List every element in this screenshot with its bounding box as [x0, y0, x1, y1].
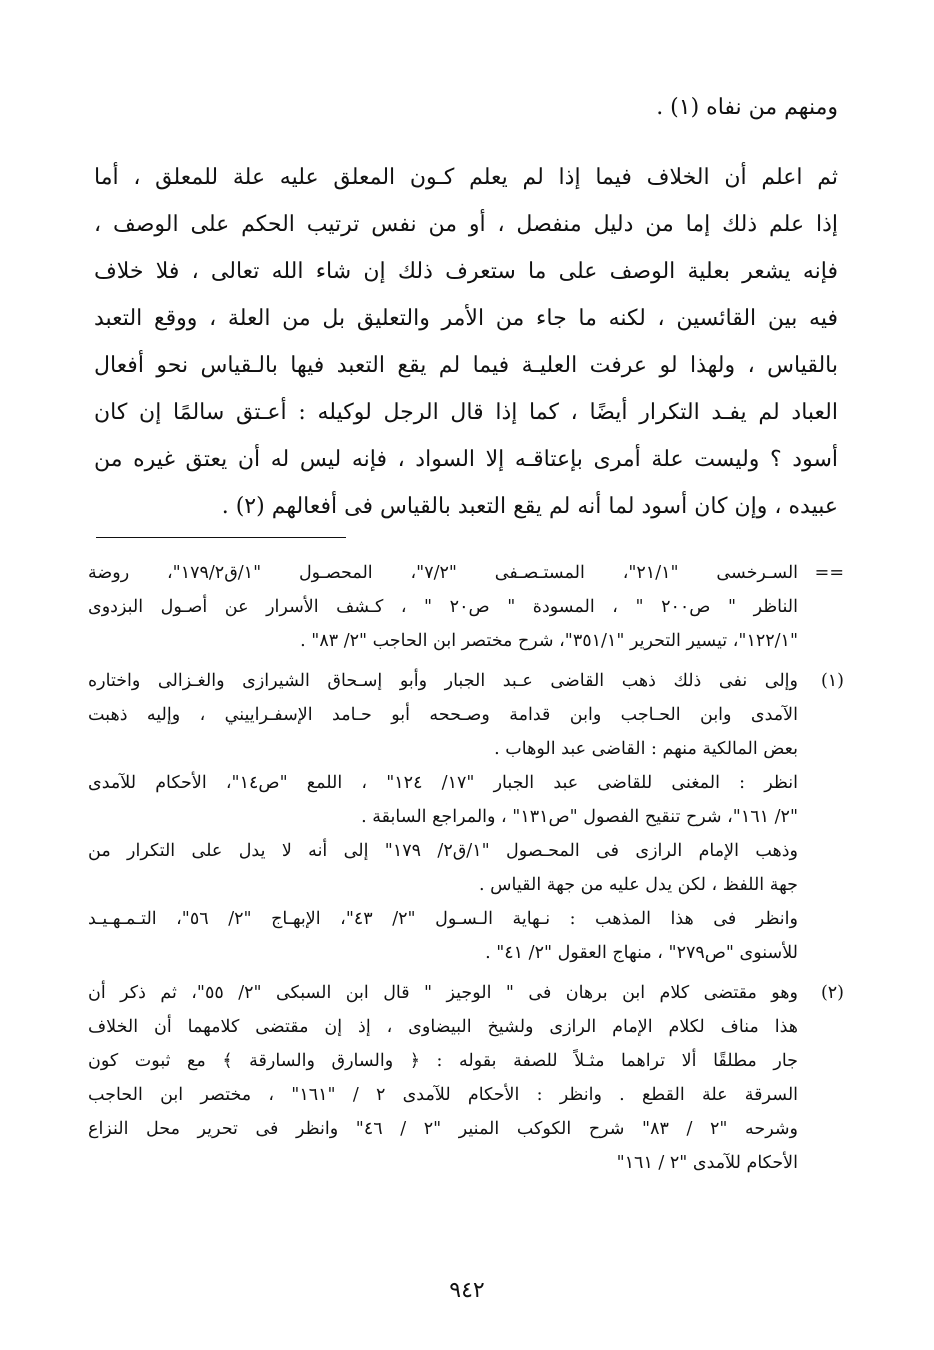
- footnote-line: الآمدى وابن الحـاجب وابن قدامة وصـححه أبو حـامد الإسفـراييني ، وإليه ذهبت: [88, 705, 798, 725]
- footnote-marker: (٢): [820, 983, 844, 1003]
- footnote-1: [88, 664, 844, 970]
- footnote-line: "١٢٢/١"، تيسير التحرير "٣٥١/١"، شرح مختصر ابن الحاجب "٢/ ٨٣" .: [300, 631, 798, 651]
- footnote-line: وانظر فى هذا المذهب : نـهاية الـسـول "٢/ ٤٣"، الإبهـاج "٢/ ٥٦"، التـمـهـيـد: [88, 909, 798, 929]
- footnote-line: وذهب الإمام الرازى فى المحـصول "١/ق٢/ ١٧٩" إلى أنه لا يدل على التكرار من: [88, 841, 798, 861]
- footnote-line: السـرخسى "٢١/١"، المستـصـفى "٧/٢"، المحصـول "١/ق١٧٩/٢"، روضة: [88, 563, 798, 583]
- footnotes: [88, 556, 844, 1186]
- footnote-continued: [88, 556, 844, 658]
- main-text-line: فيه بين القائسين ، لكنه ما جاء من الأمر والتعليق بل من العلة ، ووقع التعبد: [94, 306, 838, 331]
- main-text-line: العباد لم يفـد التكرار أيضًا ، كما إذا قال الرجل لوكيله : أعـتق سالمًا إن كان: [94, 400, 838, 425]
- footnote-line: وهو مقتضى كلام ابن برهان فى " الوجيز " قال ابن السبكى "٢/ ٥٥"، ثم ذكر أن: [88, 983, 798, 1003]
- main-text-line: إذا علم ذلك إما من دليل منفصل ، أو من نفس ترتيب الحكم على الوصف ،: [94, 212, 838, 237]
- main-text-line: أسود ؟ وليست علة أمرى بإعتاقـه إلا السواد ، فإنه ليس له أن يعتق غيره من: [94, 447, 838, 472]
- footnote-line: "٢/ ١٦١"، شرح تنقيح الفصول "ص١٣١" ، والمراجع السابقة .: [361, 807, 798, 827]
- main-text-line: عبيده ، وإن كان أسود لما أنه لم يقع التعبد بالقياس فى أفعالهم (٢) .: [221, 494, 838, 519]
- footnote-line: جار مطلقًا ألا تراهما مثـلاً للصفة بقوله : ﴿ والسارق والسارقة ﴾ مع ثبوت كون: [88, 1051, 798, 1071]
- footnote-line: السرقة علة القطع . وانظر : الأحكام للآمدى ٢ / "١٦١" ، مختصر ابن الحاجب: [88, 1085, 798, 1105]
- footnote-line: بعض المالكية منهم : القاضى عبد الوهاب .: [494, 739, 798, 759]
- footnote-2: [88, 976, 844, 1180]
- footnote-line: الناظر " ص٢٠٠ " ، المسودة " ص٢٠ " ، كـشف الأسرار عن أصـول البزدوى: [88, 597, 798, 617]
- main-text-line: ثم اعلم أن الخلاف فيما إذا لم يعلم كـون المعلق عليه علة للمعلق ، أما: [94, 165, 838, 190]
- footnote-line: جهة اللفظ ، لكن يدل عليه من جهة القياس .: [479, 875, 798, 895]
- main-text-line: فإنه يشعر بعلية الوصف على ما ستعرف ذلك إن شاء الله تعالى ، فلا خلاف: [94, 259, 838, 284]
- page-number: ٩٤٢: [449, 1278, 485, 1303]
- main-text: [94, 154, 838, 530]
- footnote-line: هذا مناف لكلام الإمام الرازى ولشيخ البيضاوى ، إذ إن مقتضى كلامهما أن الخلاف: [88, 1017, 798, 1037]
- footnote-line: وشرحه "٢ / ٨٣" شرح الكوكب المنير "٢ / ٤٦" وانظر فى تحرير محل النزاع: [88, 1119, 798, 1139]
- footnote-separator: [96, 537, 346, 538]
- main-text-line: بالقياس ، ولهذا لو عرفت العليـة فيما لم يقع التعبد فيها بالـقياس نحو أفعال: [94, 353, 838, 378]
- footnote-line: انظر : المغنى للقاضى عبد الجبار "١٧/ ١٢٤" ، اللمع "ص١٤"، الأحكام للآمدى: [88, 773, 798, 793]
- footnote-marker: (١): [820, 671, 844, 691]
- footnote-marker: ==: [814, 563, 844, 583]
- footnote-line: للأسنوى "ص٢٧٩" ، منهاج العقول "٢/ ٤١" .: [485, 943, 798, 963]
- opening-line: ومنهم من نفاه (١) .: [656, 95, 838, 120]
- footnote-line: الأحكام للآمدى "٢ / ١٦١": [616, 1153, 798, 1173]
- footnote-line: وإلى نفى ذلك ذهب القاضى عـبد الجبار وأبو إسـحاق الشيرازى والغـزالى واختاره: [88, 671, 798, 691]
